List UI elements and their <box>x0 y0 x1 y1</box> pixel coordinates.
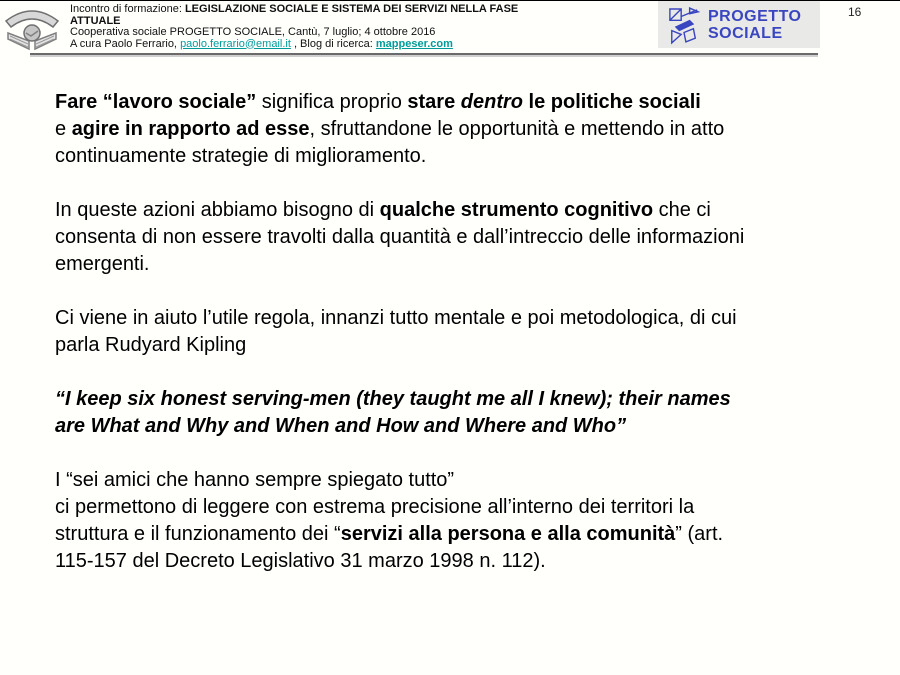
progetto-sociale-logo <box>658 1 820 48</box>
page-number: 16 <box>848 5 862 19</box>
header-divider <box>30 53 818 57</box>
paragraph-3 <box>55 305 885 359</box>
blog-link[interactable]: mappeser.com <box>375 37 453 50</box>
geometric-arrows-mark-icon <box>668 5 700 45</box>
text-run: I “sei amici che hanno sempre spiegato tutto” <box>55 469 455 491</box>
text-run: e <box>55 118 72 140</box>
text-run: servizi alla persona e alla comunità <box>340 523 676 545</box>
kipling-quote <box>55 386 885 440</box>
text-run: parla Rudyard Kipling <box>55 334 247 356</box>
text-run: “I keep six honest serving-men (they taught me all I knew); their names <box>55 388 731 410</box>
paragraph-5 <box>55 467 885 575</box>
text-run: continuamente strategie di miglioramento. <box>55 145 427 167</box>
text-run: In queste azioni abbiamo bisogno di <box>55 199 380 221</box>
text-run: Ci viene in aiuto l’utile regola, innanzi tutto mentale e poi metodologica, di cui <box>55 307 737 329</box>
book-handshake-emblem-icon <box>2 3 62 51</box>
text-run: Fare “lavoro sociale” <box>55 91 257 113</box>
text-run: , sfruttandone le opportunità e mettendo in atto <box>309 118 725 140</box>
text-run: che ci <box>653 199 711 221</box>
text-run: significa proprio <box>256 91 408 113</box>
logo-word-progetto: PROGETTO <box>708 7 802 25</box>
paragraph-1 <box>55 89 885 170</box>
credit-prefix: A cura Paolo Ferrario, <box>70 37 181 50</box>
text-run: emergenti. <box>55 253 150 275</box>
header-title <box>70 4 645 27</box>
text-run: ci permettono di leggere con estrema precisione all’interno dei territori la <box>55 496 695 518</box>
text-run: dentro <box>460 91 523 113</box>
slide-body <box>55 89 885 602</box>
header-title-prefix: Incontro di formazione: <box>70 3 185 15</box>
header-title-bold-wrap: ATTUALE <box>70 14 121 27</box>
header-text <box>70 4 645 50</box>
text-run: qualche strumento cognitivo <box>379 199 654 221</box>
logo-wordmark <box>708 8 802 42</box>
text-run: 115-157 del Decreto Legislativo 31 marzo 1998 n. 112). <box>55 550 546 572</box>
email-link[interactable]: paolo.ferrario@email.it <box>180 37 291 50</box>
text-run: are What and Why and When and How and Where and Who” <box>55 415 627 437</box>
text-run: struttura e il funzionamento dei “ <box>55 523 341 545</box>
logo-word-sociale: SOCIALE <box>708 24 783 42</box>
text-run: stare <box>407 91 461 113</box>
text-run: le politiche sociali <box>522 91 701 113</box>
header-subtitle: Cooperativa sociale PROGETTO SOCIALE, Cantù, 7 luglio; 4 ottobre 2016 <box>70 26 436 38</box>
text-run: consenta di non essere travolti dalla quantità e dall’intreccio delle informazioni <box>55 226 745 248</box>
text-run: agire in rapporto ad esse <box>71 118 310 140</box>
header-credit <box>70 39 645 51</box>
credit-middle: , Blog di ricerca: <box>290 37 376 50</box>
text-run: ” (art. <box>675 523 724 545</box>
header-title-bold: LEGISLAZIONE SOCIALE E SISTEMA DEI SERVIZI NELLA FASE <box>184 3 519 15</box>
paragraph-2 <box>55 197 885 278</box>
